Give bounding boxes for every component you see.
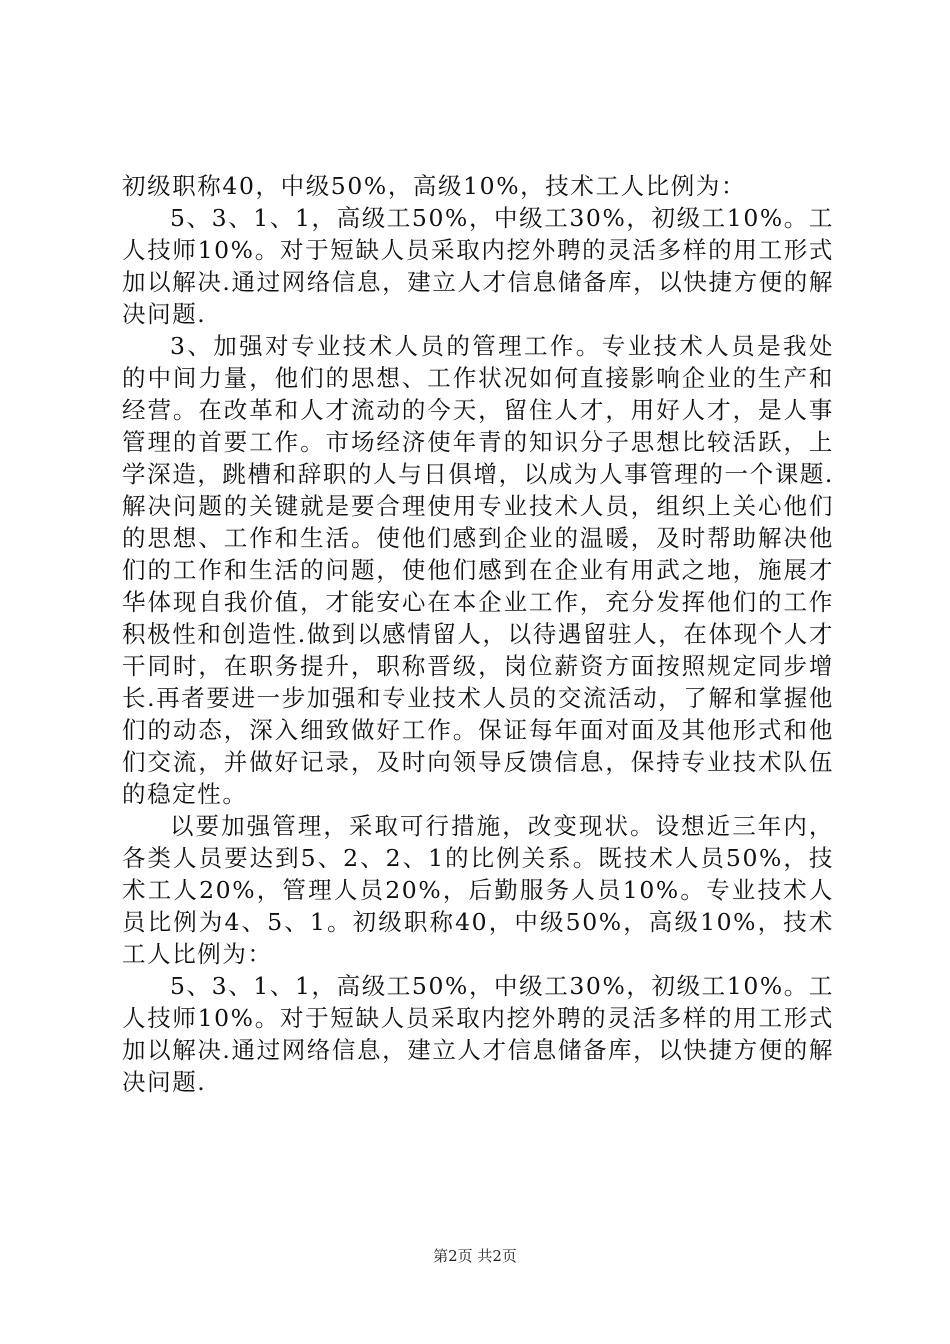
page-number-footer: 第2页 共2页 [433, 1247, 517, 1265]
paragraph-three-year-plan: 以要加强管理，采取可行措施，改变现状。设想近三年内，各类人员要达到5、2、2、1的比例关系。既技术人员50%，技术工人20%，管理人员20%，后勤服务人员10%。专业技术人员比例为4、5、1。初级职称40，中级50%，高级10%，技术工人比例为： [122, 812, 834, 968]
paragraph-technical-staff-management: 3、加强对专业技术人员的管理工作。专业技术人员是我处的中间力量，他们的思想、工作状况如何直接影响企业的生产和经营。在改革和人才流动的今天，留住人才，用好人才，是人事管理的首要工作。市场经济使年青的知识分子思想比较活跃，上学深造，跳槽和辞职的人与日俱增，以成为人事管理的一个课题.解决问题的关键就是要合理使用专业技术人员，组织上关心他们的思想、工作和生活。使他们感到企业的温暖，及时帮助解决他们的工作和生活的问题，使他们感到在企业有用武之地，施展才华体现自我价值，才能安心在本企业工作，充分发挥他们的工作积极性和创造性.做到以感情留人，以待遇留驻人，在体现个人才干同时，在职务提升，职称晋级，岗位薪资方面按照规定同步增长.再者要进一步加强和专业技术人员的交流活动，了解和掌握他们的动态，深入细致做好工作。保证每年面对面及其他形式和他们交流，并做好记录，及时向领导反馈信息，保持专业技术队伍的稳定性。 [122, 332, 834, 808]
paragraph-worker-ratio: 5、3、1、1，高级工50%，中级工30%，初级工10%。工人技师10%。对于短缺人员采取内挖外聘的灵活多样的用工形式加以解决.通过网络信息，建立人才信息储备库，以快捷方便的解决问题. [122, 204, 835, 328]
paragraph-continued: 初级职称40，中级50%，高级10%，技术工人比例为： [122, 172, 747, 200]
document-body [122, 170, 834, 1098]
paragraph-worker-ratio-repeat: 5、3、1、1，高级工50%，中级工30%，初级工10%。工人技师10%。对于短缺人员采取内挖外聘的灵活多样的用工形式加以解决.通过网络信息，建立人才信息储备库，以快捷方便的解决问题. [122, 972, 835, 1096]
